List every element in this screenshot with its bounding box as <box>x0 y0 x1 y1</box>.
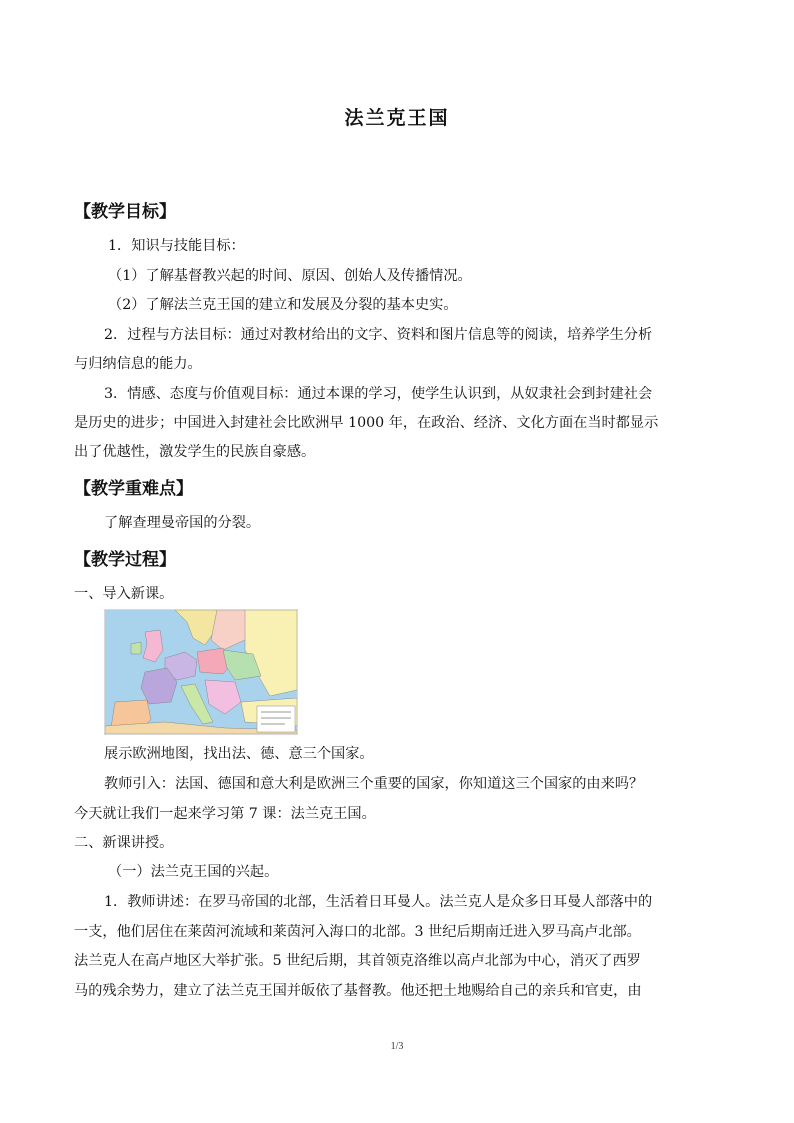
page-number: 1/3 <box>390 1041 404 1052</box>
heading-teaching-process: 【教学过程】 <box>74 550 176 570</box>
goal-3-line2: 是历史的进步；中国进入封建社会比欧洲早 1000 年，在政治、经济、文化方面在当时都显示 <box>74 415 659 431</box>
goal-2-line1: 2．过程与方法目标：通过对教材给出的文字、资料和图片信息等的阅读，培养学生分析 <box>104 327 653 343</box>
goal-2-line2: 与归纳信息的能力。 <box>74 356 202 372</box>
goal-1a: （1）了解基督教兴起的时间、原因、创始人及传播情况。 <box>108 268 472 284</box>
goal-1b: （2）了解法兰克王国的建立和发展及分裂的基本史实。 <box>108 297 458 313</box>
europe-map-image <box>104 609 298 735</box>
goal-1: 1．知识与技能目标： <box>108 238 245 254</box>
goal-3-line1: 3．情感、态度与价值观目标：通过本课的学习，使学生认识到，从奴隶社会到封建社会 <box>104 386 653 402</box>
key-point: 了解查理曼帝国的分裂。 <box>104 515 261 531</box>
page-title: 法兰克王国 <box>344 107 450 129</box>
paragraph-1-line2: 一支，他们居住在莱茵河流域和莱茵河入海口的北部。3 世纪后期南迁进入罗马高卢北部。 <box>74 924 641 940</box>
intro-line1: 教师引入：法国、德国和意大利是欧洲三个重要的国家，你知道这三个国家的由来吗？ <box>104 776 644 792</box>
map-caption: 展示欧洲地图，找出法、德、意三个国家。 <box>104 746 374 762</box>
goal-3-line3: 出了优越性，激发学生的民族自豪感。 <box>74 444 316 460</box>
europe-map-illustration <box>105 610 297 734</box>
part-1-title: 一、导入新课。 <box>74 586 174 602</box>
subsection-1-title: （一）法兰克王国的兴起。 <box>108 864 279 880</box>
paragraph-1-line3: 法兰克人在高卢地区大举扩张。5 世纪后期，其首领克洛维以高卢北部为中心，消灭了西罗 <box>74 953 641 969</box>
intro-line2: 今天就让我们一起来学习第 7 课：法兰克王国。 <box>74 806 376 822</box>
heading-key-points: 【教学重难点】 <box>74 479 193 499</box>
paragraph-1-line4: 马的残余势力，建立了法兰克王国并皈依了基督教。他还把土地赐给自己的亲兵和官吏，由 <box>74 983 642 999</box>
paragraph-1-line1: 1．教师讲述：在罗马帝国的北部，生活着日耳曼人。法兰克人是众多日耳曼人部落中的 <box>104 894 653 910</box>
part-2-title: 二、新课讲授。 <box>74 835 174 851</box>
heading-teaching-goals: 【教学目标】 <box>74 202 176 222</box>
